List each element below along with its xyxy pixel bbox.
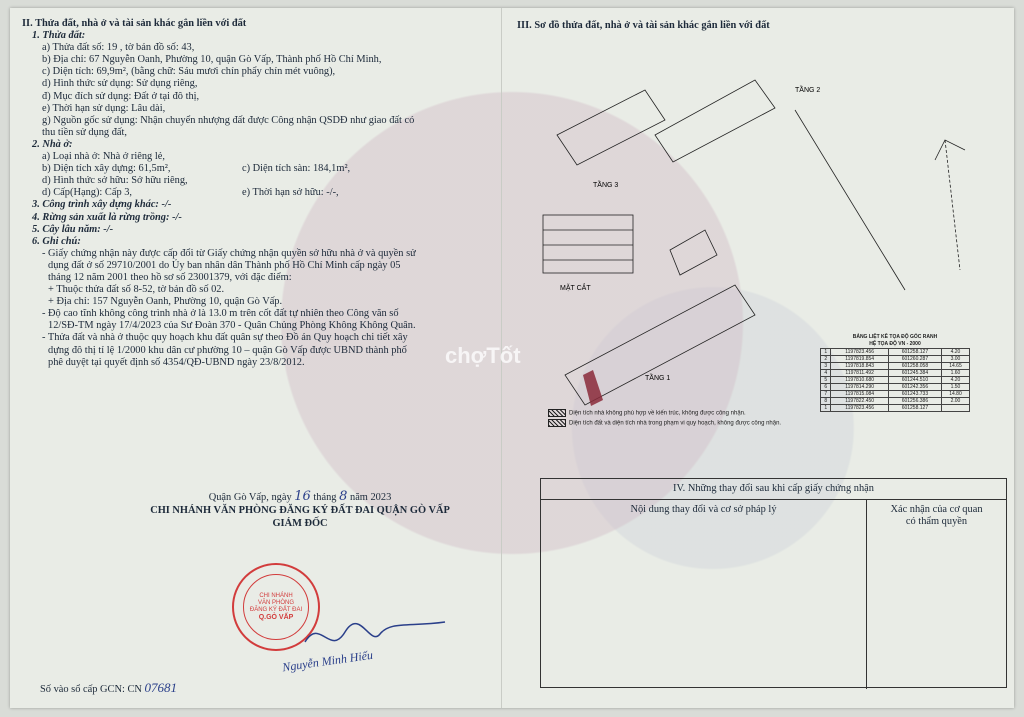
date-day: 16 — [294, 489, 311, 504]
coord-row — [821, 356, 970, 363]
coord-cell: 3.00 — [941, 356, 969, 363]
changes-col-confirm-1: Xác nhận của cơ quan — [890, 504, 983, 515]
issue-date — [140, 490, 460, 504]
note-line: + Địa chỉ: 157 Nguyễn Oanh, Phường 10, quận Gò Vấp. — [48, 296, 283, 308]
coord-cell: 14.80 — [941, 391, 969, 398]
coord-cell: 1197818.843 — [831, 363, 888, 370]
coord-cell: 601244.510 — [888, 377, 941, 384]
label-floor-1: TẦNG 1 — [645, 375, 671, 382]
notes-heading: 6. Ghi chú: — [32, 235, 81, 247]
coord-cell: 601245.384 — [888, 370, 941, 377]
coord-cell: 1197819.854 — [831, 356, 888, 363]
legend-text-1: Diện tích nhà không phù hợp về kiến trúc, không được công nhận. — [569, 410, 746, 417]
coord-cell: 601258.127 — [888, 349, 941, 356]
coord-cell: 3 — [821, 363, 831, 370]
land-area: c) Diện tích: 69,9m², (bằng chữ: Sáu mươi chín phẩy chín mét vuông), — [42, 66, 336, 78]
seal-line: ĐĂNG KÝ ĐẤT ĐAI — [249, 607, 303, 613]
coord-row — [821, 370, 970, 377]
coord-row — [821, 405, 970, 412]
other-works: 3. Công trình xây dựng khác: -/- — [32, 199, 172, 211]
changes-col-content: Nội dung thay đổi và cơ sở pháp lý — [541, 500, 867, 689]
coord-cell: 1197822.450 — [831, 398, 888, 405]
note-line: + Thuộc thửa đất số 8-52, tờ bản đồ số 02. — [48, 284, 225, 296]
house-grade: d) Cấp(Hạng): Cấp 3, — [42, 187, 133, 199]
coord-cell: 1.60 — [941, 370, 969, 377]
coord-cell: 601258.127 — [888, 405, 941, 412]
legend-item — [548, 409, 781, 419]
floor-3-plan — [557, 90, 665, 165]
coordinate-table — [820, 334, 970, 412]
coord-title: BẢNG LIỆT KÊ TỌA ĐỘ GÓC RANH — [852, 334, 938, 340]
house-term: e) Thời hạn sở hữu: -/-, — [242, 187, 339, 199]
serial-label: Số vào sổ cấp GCN: CN — [40, 684, 142, 695]
signature-block — [140, 490, 460, 530]
coord-cell: 601258.058 — [888, 363, 941, 370]
changes-col-confirm-2: có thẩm quyền — [905, 516, 968, 527]
coord-cell: 601256.386 — [888, 398, 941, 405]
coord-cell: 6 — [821, 384, 831, 391]
house-build-area — [22, 163, 500, 175]
coord-cell: 1197823.456 — [831, 405, 888, 412]
label-section: MẶT CẮT — [560, 285, 591, 292]
label-floor-3: TẦNG 3 — [593, 182, 619, 189]
date-month-word: tháng — [313, 492, 337, 503]
coord-cell: 601242.356 — [888, 384, 941, 391]
coord-cell: 1197814.290 — [831, 384, 888, 391]
coord-cell: 4 — [821, 370, 831, 377]
date-year: năm 2023 — [350, 492, 392, 503]
coord-cell: 1 — [821, 405, 831, 412]
note-line: dựng đô thị tỉ lệ 1/2000 khu dân cư phường 10 – quận Gò Vấp được UBND thành phố — [48, 344, 407, 356]
coord-row — [821, 363, 970, 370]
coord-grid — [820, 348, 970, 412]
coord-cell: 601243.733 — [888, 391, 941, 398]
changes-table — [540, 478, 1007, 688]
issuing-office: CHI NHÁNH VĂN PHÒNG ĐĂNG KÝ ĐẤT ĐAI QUẬN GÒ VẤP — [150, 505, 450, 516]
coord-cell: 2 — [821, 356, 831, 363]
note-line: - Thửa đất và nhà ở thuộc quy hoạch khu đất quân sự theo Đồ án Quy hoạch chi tiết xây — [42, 332, 408, 344]
coord-cell: 1197815.084 — [831, 391, 888, 398]
date-prefix: Quận Gò Vấp, ngày — [208, 492, 292, 503]
note-line: 12/SĐ-TM ngày 17/4/2023 của Sư Đoàn 370 - Quân Chủng Phòng Không Không Quân. — [48, 320, 416, 332]
serial-value: 07681 — [144, 680, 177, 695]
house-build-area-text: b) Diện tích xây dựng: 61,5m², — [42, 163, 171, 175]
road-boundary — [795, 110, 905, 290]
note-line: dụng đất ở số 29710/2001 do Ủy ban nhân dân Thành phố Hồ Chí Minh cấp ngày 05 — [48, 259, 401, 271]
land-address: b) Địa chỉ: 67 Nguyễn Oanh, Phường 10, quận Gò Vấp, Thành phố Hồ Chí Minh, — [42, 54, 382, 66]
floor-small-plan — [670, 230, 717, 275]
land-origin: g) Nguồn gốc sử dụng: Nhận chuyển nhượng đất được Công nhận QSDĐ như giao đất có — [42, 114, 415, 126]
floor-2-plan — [655, 80, 775, 162]
land-use-form: d) Hình thức sử dụng: Sử dụng riêng, — [42, 78, 198, 90]
house-floor-area: c) Diện tích sàn: 184,1m², — [242, 163, 351, 175]
legend-item — [548, 419, 781, 429]
coord-subtitle: HỆ TỌA ĐỘ VN - 2000 — [869, 341, 921, 347]
coord-row — [821, 391, 970, 398]
coord-row — [821, 398, 970, 405]
coord-cell: 1197810.680 — [831, 377, 888, 384]
note-line: phê duyệt tại quyết định số 4354/QĐ-UBND ngày 23/8/2012. — [48, 356, 305, 368]
date-month: 8 — [339, 489, 348, 504]
coord-cell: 4.20 — [941, 349, 969, 356]
legend-text-2: Diện tích đất và diện tích nhà trong phạm vi quy hoạch, không được công nhận. — [569, 420, 782, 427]
house-heading: 2. Nhà ở: — [32, 138, 73, 150]
note-line: - Giấy chứng nhận này được cấp đổi từ Giấy chứng nhận quyền sở hữu nhà ở và quyền sử — [42, 247, 416, 259]
house-type: a) Loại nhà ở: Nhà ở riêng lẻ, — [42, 151, 165, 163]
coord-cell: 601260.287 — [888, 356, 941, 363]
coord-cell: 1.50 — [941, 384, 969, 391]
coord-cell — [941, 405, 969, 412]
land-parcel: a) Thửa đất số: 19 , tờ bản đồ số: 43, — [42, 42, 195, 54]
perennial: 5. Cây lâu năm: -/- — [32, 223, 114, 235]
section-ii — [22, 18, 500, 369]
coord-cell: 2.00 — [941, 398, 969, 405]
serial-number — [40, 680, 177, 696]
signer-role: GIÁM ĐỐC — [272, 518, 328, 529]
coord-row — [821, 377, 970, 384]
changes-col-confirm — [867, 500, 1006, 689]
coord-cell: 1197823.456 — [831, 349, 888, 356]
note-line: - Độ cao tĩnh không công trình nhà ở là 13.0 m trên cốt đất tự nhiên theo Công văn số — [42, 308, 399, 320]
coord-row — [821, 349, 970, 356]
coord-cell: 4.20 — [941, 377, 969, 384]
coord-row — [821, 384, 970, 391]
coord-cell: 7 — [821, 391, 831, 398]
land-heading: 1. Thửa đất: — [32, 30, 86, 42]
coord-cell: 8 — [821, 398, 831, 405]
drawing-legend — [548, 409, 781, 428]
note-line: tháng 12 năm 2001 theo hồ sơ số 23001379, với đặc điểm: — [48, 271, 292, 283]
section-iii-title: III. Sơ đồ thửa đất, nhà ở và tài sản khác gắn liền với đất — [517, 20, 770, 31]
coord-cell: 14.65 — [941, 363, 969, 370]
land-term: e) Thời hạn sử dụng: Lâu dài, — [42, 102, 166, 114]
seal-line: VĂN PHÒNG — [257, 600, 294, 606]
changes-title: IV. Những thay đổi sau khi cấp giấy chứng nhận — [541, 479, 1006, 500]
land-origin-cont: thu tiền sử dụng đất, — [42, 126, 127, 138]
seal-line: Q.GÒ VẤP — [258, 614, 294, 621]
signer-name: Nguyễn Minh Hiếu — [281, 647, 374, 675]
section-ii-title: II. Thửa đất, nhà ở và tài sản khác gắn liền với đất — [22, 18, 247, 29]
coord-cell: 1 — [821, 349, 831, 356]
house-grade-row — [22, 187, 500, 199]
forest: 4. Rừng sản xuất là rừng trồng: -/- — [32, 211, 182, 223]
seal-line: CHI NHÁNH — [259, 593, 293, 599]
label-floor-2: TẦNG 2 — [795, 87, 821, 94]
coord-cell: 1197811.492 — [831, 370, 888, 377]
section-elevation — [543, 215, 633, 273]
watermark: chợTốt — [445, 343, 521, 368]
land-purpose: đ) Mục đích sử dụng: Đất ở tại đô thị, — [42, 90, 200, 102]
house-ownership: d) Hình thức sở hữu: Sở hữu riêng, — [42, 175, 188, 187]
coord-cell: 5 — [821, 377, 831, 384]
